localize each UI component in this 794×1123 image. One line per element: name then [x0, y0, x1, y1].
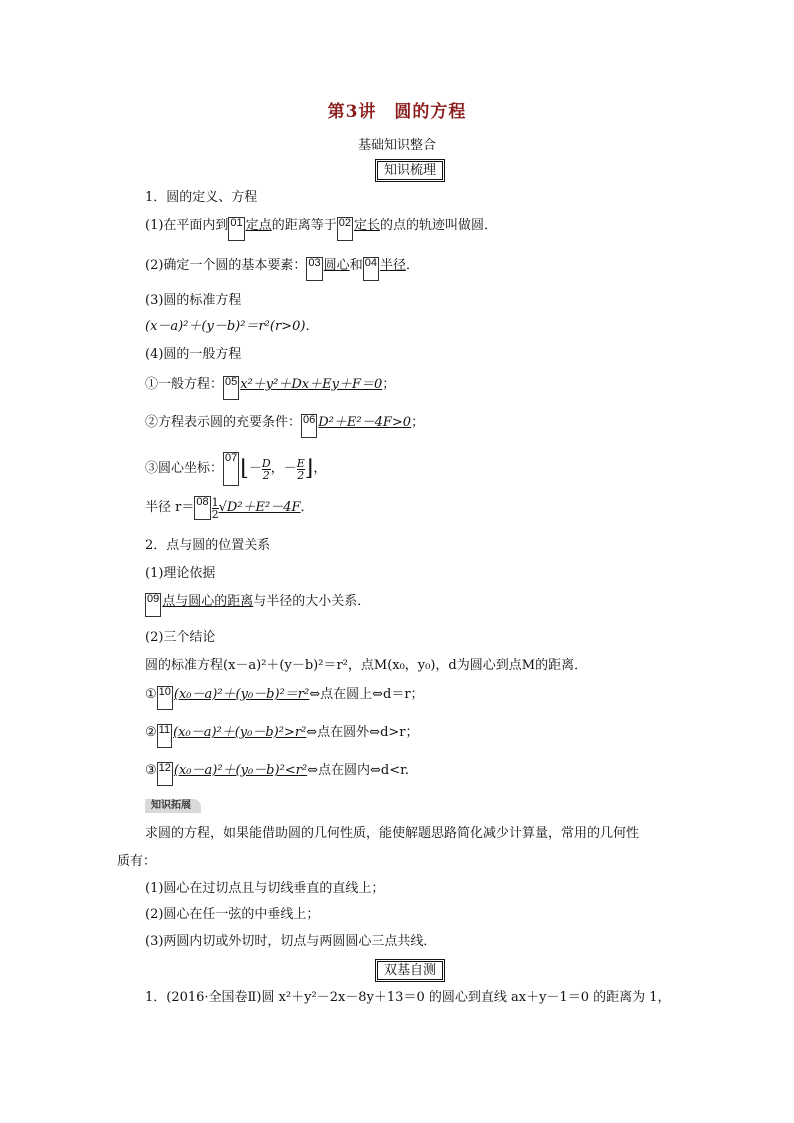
page-title: 第3讲 圆的方程	[327, 102, 467, 122]
extension-tag: 知识拓展	[145, 799, 201, 813]
line-conclusions-heading: (2)三个结论	[145, 630, 216, 645]
blank-number: 07	[223, 452, 239, 486]
blank-number: 09	[145, 593, 161, 617]
line-standard-eq: (x－a)²＋(y－b)²＝r²(r>0)．	[145, 319, 319, 334]
line-standard-eq-heading: (3)圆的标准方程	[145, 293, 242, 308]
line-result-inside: ③ 12 (x₀－a)²＋(y₀－b)²<r²⇔点在圆内⇔d<r.	[145, 762, 409, 786]
line-elements: (2)确定一个圆的基本要素： 03 圆心和 04 半径．	[145, 257, 419, 281]
line-theory-heading: (1)理论依据	[145, 566, 216, 581]
blank-number: 04	[363, 257, 379, 281]
line-general-eq-heading: (4)圆的一般方程	[145, 347, 242, 362]
blank-number: 03	[306, 257, 322, 281]
extension-item-3: (3)两圆内切或外切时，切点与两圆圆心三点共线．	[145, 934, 437, 949]
line-definition: (1)在平面内到 01 定点的距离等于 02 定长的点的轨迹叫做圆．	[145, 217, 497, 241]
section-label-selftest: 双基自测	[377, 961, 443, 980]
line-result-on: ① 10 (x₀－a)²＋(y₀－b)²＝r²⇔点在圆上⇔d＝r；	[145, 686, 424, 710]
heading-definition: 1．圆的定义、方程	[145, 190, 258, 205]
extension-text-2: 质有：	[117, 854, 157, 869]
line-condition: ②方程表示圆的充要条件： 06 D²＋E²－4F>0；	[145, 414, 424, 438]
blank-number: 02	[337, 217, 353, 241]
page-subtitle: 基础知识整合	[357, 138, 436, 153]
blank-number: 05	[223, 376, 239, 400]
section-label-review: 知识梳理	[377, 161, 443, 180]
blank-number: 06	[301, 414, 317, 438]
line-result-outside: ② 11 (x₀－a)²＋(y₀－b)²>r²⇔点在圆外⇔d>r；	[145, 724, 419, 748]
blank-number: 01	[228, 217, 244, 241]
blank-number: 08	[194, 496, 210, 520]
heading-position: 2．点与圆的位置关系	[145, 538, 271, 553]
blank-number: 10	[157, 686, 173, 710]
extension-item-2: (2)圆心在任一弦的中垂线上；	[145, 907, 320, 922]
line-radius: 半径 r＝ 08 $\frac{1}{2}$ √D²＋E²－4F．	[145, 495, 314, 521]
line-theory: 09 点与圆心的距离与半径的大小关系．	[145, 593, 370, 617]
line-center: ③圆心坐标：07 ⌊－ $\frac{D}{2}$ ，－ $\frac{E}{2}$ ⌋，	[145, 452, 326, 486]
extension-item-1: (1)圆心在过切点且与切线垂直的直线上；	[145, 881, 385, 896]
extension-text-1: 求圆的方程，如果能借助圆的几何性质，能使解题思路简化减少计算量，常用的几何性	[145, 826, 640, 841]
line-general-eq: ①一般方程： 05 x²＋y²＋Dx＋Ey＋F＝0；	[145, 376, 395, 400]
blank-number: 12	[157, 762, 173, 786]
line-conclusions-intro: 圆的标准方程(x－a)²＋(y－b)²＝r²，点M(x₀，y₀)，d为圆心到点M的距离．	[145, 658, 588, 673]
question-1: 1．(2016·全国卷Ⅱ)圆 x²＋y²－2x－8y＋13＝0 的圆心到直线 ax＋y－1＝0 的距离为 1，	[145, 990, 671, 1005]
blank-number: 11	[157, 724, 172, 748]
